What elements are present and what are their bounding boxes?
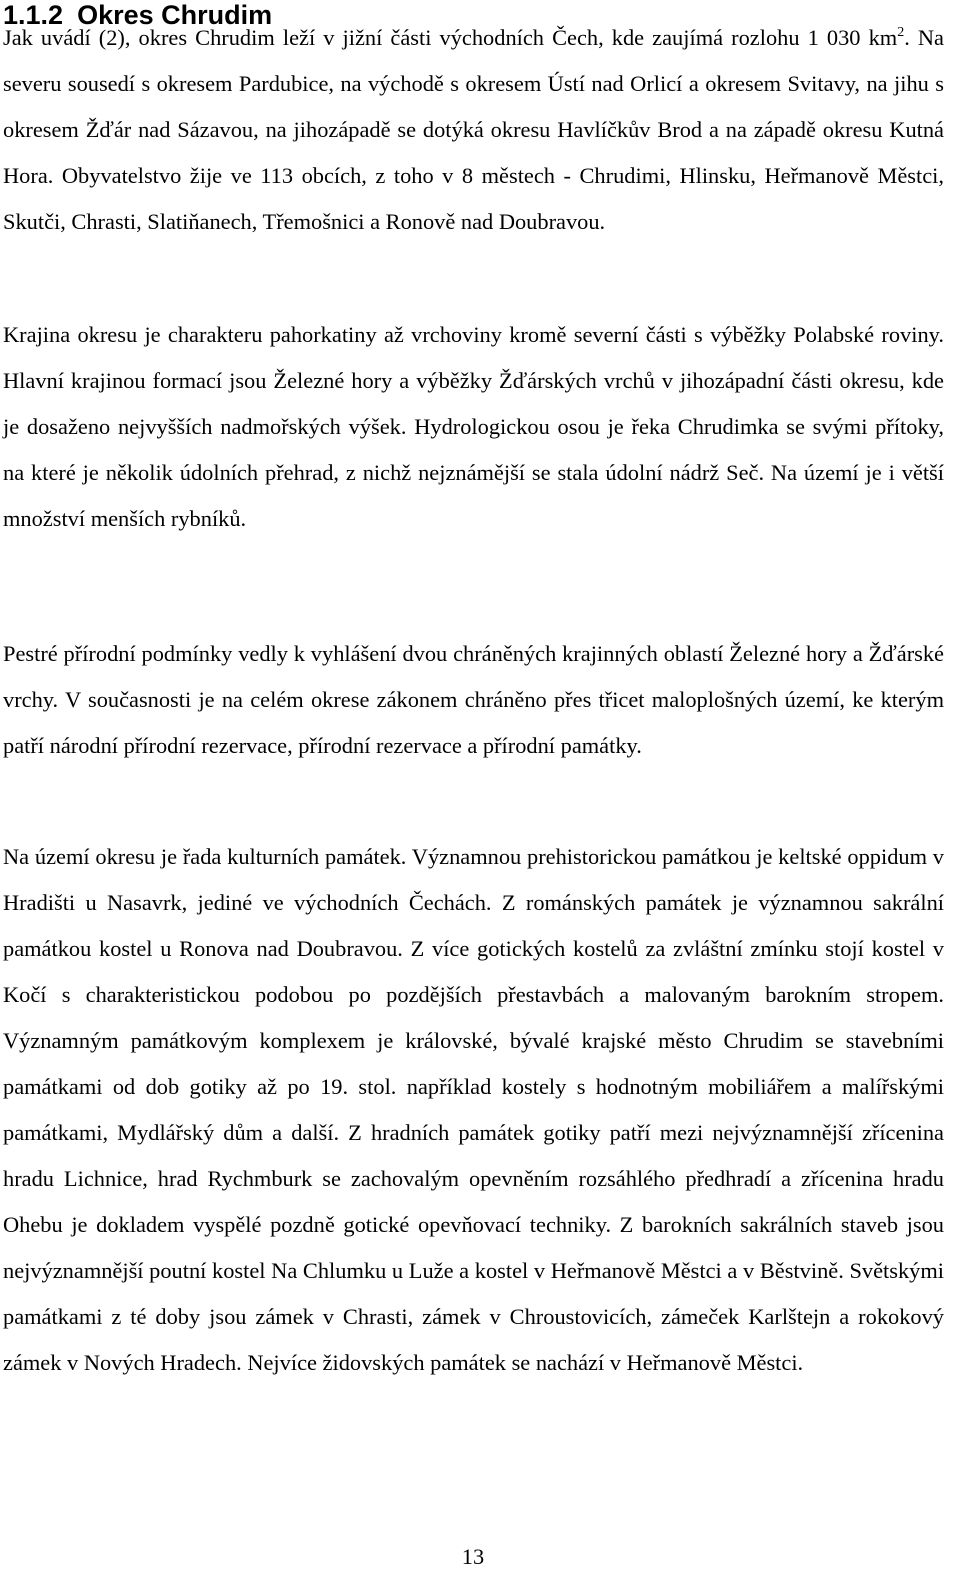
area-unit-superscript: 2	[897, 25, 905, 40]
paragraph-location-text-2: . Na severu sousedí s okresem Pardubice, na východě s okresem Ústí nad Orlicí a okresem Svitavy, na jihu s okresem Žďár nad Sázavou, na jihozápadě se dotýká okresu Havlíčkův Brod a na západě okresu Kutná Hora. Obyvatelstvo žije ve 113 obcích, z toho v 8 městech - Chrudimi, Hlinsku, Heřmanově Městci, Skutči, Chrasti, Slatiňanech, Třemošnici a Ronově nad Doubravou.	[3, 25, 944, 234]
page-number: 13	[461, 1544, 485, 1569]
paragraph-location	[3, 15, 944, 245]
paragraph-cultural-monuments: Na území okresu je řada kulturních památek. Významnou prehistorickou památkou je keltské oppidum v Hradišti u Nasavrk, jediné ve východních Čechách. Z románských památek je významnou sakrální památkou kostel u Ronova nad Doubravou. Z více gotických kostelů za zvláštní zmínku stojí kostel v Kočí s charakteristickou podobou po pozdějších přestavbách a malovaným barokním stropem. Významným památkovým komplexem je královské, bývalé krajské město Chrudim se stavebními památkami od dob gotiky až po 19. stol. například kostely s hodnotným mobiliářem a malířskými památkami, Mydlářský dům a další. Z hradních památek gotiky patří mezi nejvýznamnější zřícenina hradu Lichnice, hrad Rychmburk se zachovalým opevněním rozsáhlého předhradí a zřícenina hradu Ohebu je dokladem vyspělé pozdně gotické opevňovací techniky. Z barokních sakrálních staveb jsou nejvýznamnější poutní kostel Na Chlumku u Luže a kostel v Heřmanově Městci a v Běstvině. Světskými památkami z té doby jsou zámek v Chrasti, zámek v Chroustovicích, zámeček Karlštejn a rokokový zámek v Nových Hradech. Nejvíce židovských památek se nachází v Heřmanově Městci.	[3, 844, 944, 1375]
paragraph-location-text-1: Jak uvádí (2), okres Chrudim leží v jižní části východních Čech, kde zaujímá rozlohu 1 030 km	[3, 25, 898, 50]
paragraph-landscape: Krajina okresu je charakteru pahorkatiny až vrchoviny kromě severní části s výběžky Polabské roviny. Hlavní krajinou formací jsou Železné hory a výběžky Žďárských vrchů v jihozápadní části okresu, kde je dosaženo nejvyšších nadmořských výšek. Hydrologickou osou je řeka Chrudimka se svými přítoky, na které je několik údolních přehrad, z nichž nejznámější se stala údolní nádrž Seč. Na území je i větší množství menších rybníků.	[3, 322, 944, 531]
paragraph-protected-areas: Pestré přírodní podmínky vedly k vyhlášení dvou chráněných krajinných oblastí Železné hory a Žďárské vrchy. V současnosti je na celém okrese zákonem chráněno přes třicet maloplošných území, ke kterým patří národní přírodní rezervace, přírodní rezervace a přírodní památky.	[3, 641, 944, 758]
section-title: Okres Chrudim	[77, 0, 273, 30]
section-number: 1.1.2	[3, 0, 64, 30]
